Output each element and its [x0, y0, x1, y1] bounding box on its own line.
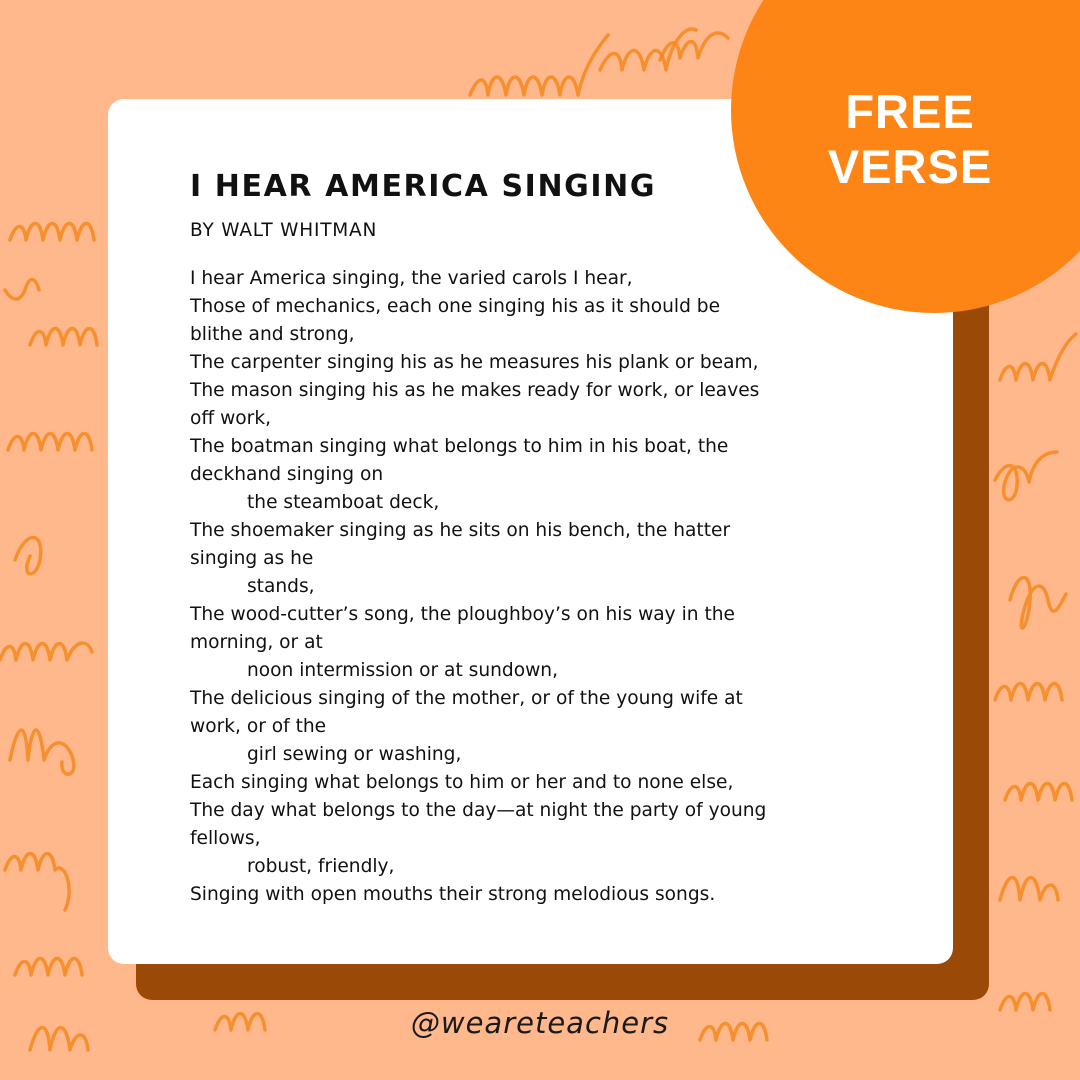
poem-line: off work,	[190, 408, 272, 429]
poem-title: I HEAR AMERICA SINGING	[190, 169, 657, 204]
poem-line: fellows,	[190, 828, 261, 849]
poem-line: girl sewing or washing,	[247, 744, 462, 765]
poem-line: The day what belongs to the day—at night the party of young	[190, 800, 767, 821]
poem-line: noon intermission or at sundown,	[247, 660, 558, 681]
poem-line: morning, or at	[190, 632, 323, 653]
poem-line: singing as he	[190, 548, 314, 569]
badge-label	[800, 84, 1020, 194]
poem-line: work, or of the	[190, 716, 327, 737]
poem-line: the steamboat deck,	[247, 492, 440, 513]
poem-line: Each singing what belongs to him or her and to none else,	[190, 772, 734, 793]
poem-line: Those of mechanics, each one singing his as it should be	[190, 296, 721, 317]
badge-line: FREE	[845, 85, 975, 138]
badge-line: VERSE	[827, 140, 993, 193]
poem-line: Singing with open mouths their strong melodious songs.	[190, 884, 716, 905]
poem-line: The wood-cutter’s song, the ploughboy’s on his way in the	[190, 604, 735, 625]
poem-body	[190, 265, 830, 909]
poem-line: The carpenter singing his as he measures his plank or beam,	[190, 352, 759, 373]
poem-line: The boatman singing what belongs to him in his boat, the	[190, 436, 729, 457]
poem-line: stands,	[247, 576, 315, 597]
poem-line: robust, friendly,	[247, 856, 395, 877]
poem-line: The delicious singing of the mother, or of the young wife at	[190, 688, 743, 709]
poem-line: blithe and strong,	[190, 324, 355, 345]
poem-author: BY WALT WHITMAN	[190, 220, 378, 241]
poem-line: I hear America singing, the varied carols I hear,	[190, 268, 633, 289]
poem-line: The mason singing his as he makes ready for work, or leaves	[190, 380, 760, 401]
poem-line: The shoemaker singing as he sits on his bench, the hatter	[190, 520, 731, 541]
poem-line: deckhand singing on	[190, 464, 384, 485]
social-handle: @weareteachers	[410, 1006, 670, 1040]
